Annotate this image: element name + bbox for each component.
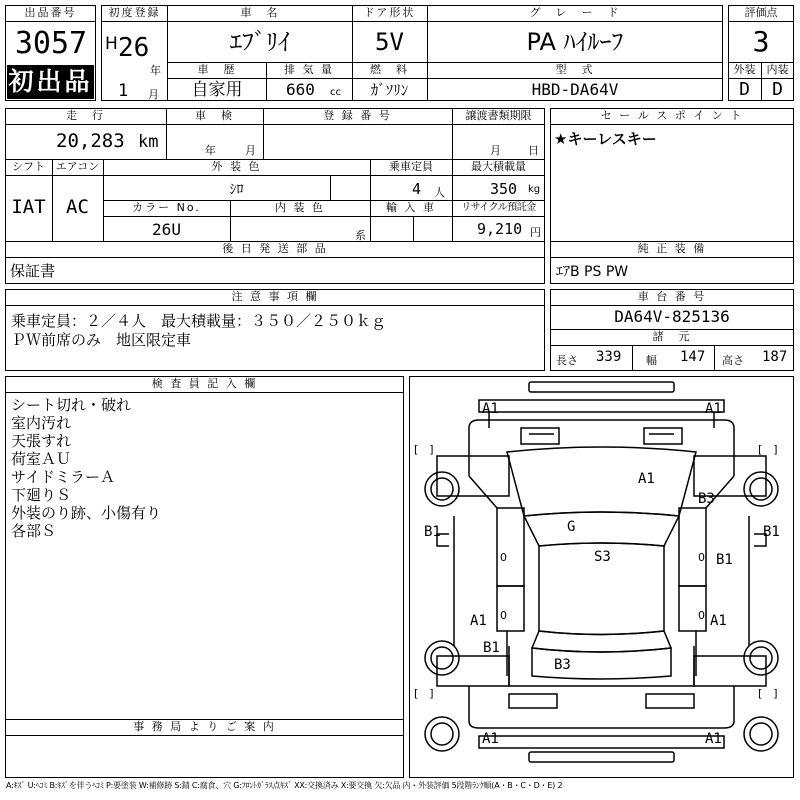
inspector-line: サイドミラーＡ xyxy=(11,468,115,486)
car-name-label: 車 名 xyxy=(240,6,280,19)
exterior-color-label: 外 装 色 xyxy=(211,160,262,173)
inspector-label: 検 査 員 記 入 欄 xyxy=(151,377,258,390)
model-label: 型 式 xyxy=(555,63,595,76)
car-name: ｴﾌﾞﾘｲ xyxy=(230,28,290,56)
mark-front-left: A1 xyxy=(482,401,499,417)
score-label: 評価点 xyxy=(744,6,778,19)
notes-line-2: ＰＷ前席のみ 地区限定車 xyxy=(11,331,192,349)
lot-label: 出品番号 xyxy=(24,6,77,19)
era-year: 26 xyxy=(118,33,150,63)
first-listing-badge: 初出品 xyxy=(7,65,94,99)
inspector-line: シート切れ・破れ xyxy=(11,396,132,414)
score-value: 3 xyxy=(752,25,770,58)
capacity-value: 4 xyxy=(412,180,422,198)
mileage-unit: km xyxy=(138,132,159,152)
max-load-unit: kg xyxy=(528,184,541,195)
color-no-value: 26U xyxy=(152,220,181,239)
notes-line-1: 乗車定員：２／４人 最大積載量：３５０／２５０ｋｇ xyxy=(11,312,387,330)
interior-color-unit: 系 xyxy=(355,229,366,242)
later-parts-label: 後 日 発 送 部 品 xyxy=(222,242,328,255)
import-label: 輸 入 車 xyxy=(386,201,436,214)
inspection-label: 車 検 xyxy=(195,109,234,122)
inspector-line: 外装のり跡、小傷有り xyxy=(11,504,162,522)
height-label: 高さ xyxy=(722,354,744,367)
mark-left-door-upper: B1 xyxy=(424,524,441,540)
chassis-label: 車 台 番 号 xyxy=(637,290,707,303)
displacement-label: 排 気 量 xyxy=(284,63,334,76)
mark-rear-left: A1 xyxy=(482,731,499,747)
capacity-label: 乗車定員 xyxy=(389,160,433,173)
recycle-value: 9,210 xyxy=(477,220,523,238)
first-reg-label: 初度登録 xyxy=(108,6,161,19)
aircon-label: エアコン xyxy=(55,160,100,173)
inspector-line: 天張すれ xyxy=(11,432,72,450)
mark-hood: A1 xyxy=(638,471,655,487)
capacity-unit: 人 xyxy=(434,186,445,199)
max-load-value: 350 xyxy=(490,180,518,198)
mark-right-rear-a: A1 xyxy=(710,613,727,629)
deadline-day-unit: 日 xyxy=(528,144,539,157)
fuel-label: 燃 料 xyxy=(370,63,409,76)
recycle-unit: 円 xyxy=(530,226,541,239)
circle-right-rear: 0 xyxy=(698,609,705,622)
interior-color-label: 内 装 色 xyxy=(275,201,325,214)
grade-value: PA ﾊｲﾙｰﾌ xyxy=(526,28,624,56)
aircon-value: AC xyxy=(66,196,89,218)
bracket-front-left: [ ] xyxy=(414,443,434,456)
bracket-rear-right: [ ] xyxy=(758,687,778,700)
era-prefix: H xyxy=(105,34,118,54)
mark-roof: S3 xyxy=(594,549,611,565)
recycle-label: リサイクル預託金 xyxy=(461,202,536,213)
inspector-line: 各部Ｓ xyxy=(11,522,57,540)
interior-score: D xyxy=(772,79,783,100)
inspection-month-unit: 月 xyxy=(245,144,256,157)
circle-left-rear: 0 xyxy=(500,609,507,622)
exterior-color-value: ｼﾛ xyxy=(229,182,244,198)
mark-front-fender-right: B3 xyxy=(698,491,715,507)
color-no-label: カラー No. xyxy=(132,201,201,214)
damage-diagram xyxy=(409,376,794,778)
mark-right-door-upper: B1 xyxy=(763,524,780,540)
bracket-rear-left: [ ] xyxy=(414,687,434,700)
inspector-line: 荷室ＡＵ xyxy=(11,450,72,468)
equipment-text: ｴｱB PS PW xyxy=(556,264,629,280)
inspection-year-unit: 年 xyxy=(205,144,216,157)
door-value: 5V xyxy=(375,28,404,56)
door-label: ドア形状 xyxy=(363,6,416,19)
mileage-value: 20,283 xyxy=(56,130,125,152)
mark-rear-panel: B3 xyxy=(554,657,571,673)
mark-right-door-lower: B1 xyxy=(716,552,733,568)
year-unit: 年 xyxy=(150,64,161,77)
interior-score-label: 内装 xyxy=(766,63,789,76)
length-label: 長さ xyxy=(556,354,578,367)
mileage-label: 走 行 xyxy=(66,109,105,122)
circle-right-front: 0 xyxy=(698,551,705,564)
grade-label: グ レ ー ド xyxy=(529,6,621,19)
deadline-month-unit: 月 xyxy=(490,144,501,157)
car-outline-icon xyxy=(409,376,794,778)
mark-front-right: A1 xyxy=(705,401,722,417)
height-value: 187 xyxy=(762,349,788,365)
exterior-score-label: 外装 xyxy=(733,63,756,76)
shift-label: シフト xyxy=(12,160,45,173)
width-label: 幅 xyxy=(646,354,657,367)
chassis-number: DA64V-825136 xyxy=(614,307,730,326)
notes-label: 注 意 事 項 欄 xyxy=(231,290,319,303)
max-load-label: 最大積載量 xyxy=(471,160,526,173)
displacement-unit: cc xyxy=(330,87,341,98)
lot-number: 3057 xyxy=(14,26,88,61)
model-value: HBD-DA64V xyxy=(531,80,619,99)
bracket-front-right: [ ] xyxy=(758,443,778,456)
mark-left-rear-b: B1 xyxy=(483,640,500,656)
legend: A:ｷｽﾞ U:ﾍｺﾐ B:ｷｽﾞを伴うﾍｺﾐ P:要塗装 W:補修跡 S:錆 C:腐食、穴 G:ﾌﾛﾝﾄｶﾞﾗｽ点ｷｽﾞ XX:交換済み X:要交換 欠:欠品 内・外装評価 5段階ﾗﾝｸ順(A・B・C・D・E) 2 xyxy=(6,781,563,790)
displacement-value: 660 xyxy=(286,80,315,99)
sales-point-text: ★キーレスキー xyxy=(554,130,657,148)
exterior-score: D xyxy=(739,79,750,100)
inspector-notes xyxy=(11,396,161,540)
mark-rear-right: A1 xyxy=(705,731,722,747)
month-unit: 月 xyxy=(148,88,159,101)
inspector-line: 室内汚れ xyxy=(11,414,72,432)
shift-value: IAT xyxy=(11,196,46,218)
sales-point-label: セ ー ル ス ポ イ ン ト xyxy=(600,109,744,122)
width-value: 147 xyxy=(680,349,706,365)
length-value: 339 xyxy=(596,349,622,365)
history-label: 車 歴 xyxy=(197,63,237,76)
equipment-label: 純 正 装 備 xyxy=(637,242,707,255)
later-parts-value: 保証書 xyxy=(10,262,56,280)
history-value: 自家用 xyxy=(191,80,243,100)
specs-label: 諸 元 xyxy=(652,330,692,343)
circle-left-front: 0 xyxy=(500,551,507,564)
inspector-line: 下廻りＳ xyxy=(11,486,72,504)
mark-left-rear-a: A1 xyxy=(470,613,487,629)
deadline-label: 譲渡書類期限 xyxy=(465,109,532,122)
fuel-value: ｶﾞｿﾘﾝ xyxy=(370,81,409,99)
registration-label: 登 録 番 号 xyxy=(323,109,392,122)
mark-windshield: G xyxy=(567,519,576,535)
month: 1 xyxy=(118,81,129,101)
office-label: 事 務 局 よ り ご 案 内 xyxy=(133,720,276,733)
